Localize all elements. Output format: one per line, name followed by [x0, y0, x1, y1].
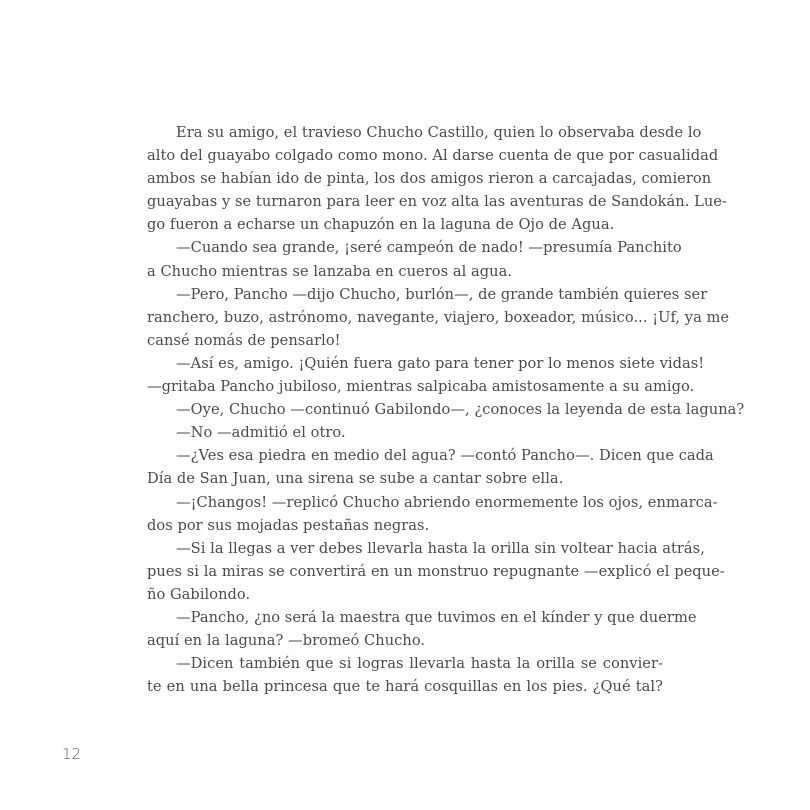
text-line: —Oye, Chucho —continuó Gabilondo—, ¿conoces la leyenda de esta laguna?: [176, 401, 745, 419]
text-line: ño Gabilondo.: [147, 585, 251, 603]
page-number: 12: [62, 745, 82, 763]
text-line: cansé nomás de pensarlo!: [147, 331, 341, 349]
text-line: —Si la llegas a ver debes llevarla hasta la orilla sin voltear hacia atrás,: [176, 539, 705, 557]
text-line: go fueron a echarse un chapuzón en la laguna de Ojo de Agua.: [147, 216, 615, 234]
text-line: —¿Ves esa piedra en medio del agua? —contó Pancho—. Dicen que cada: [176, 447, 714, 465]
text-line: —No —admitió el otro.: [176, 424, 346, 442]
text-line: —Dicen también que si logras llevarla hasta la orilla se convier-: [176, 655, 663, 673]
text-line: te en una bella princesa que te hará cosquillas en los pies. ¿Qué tal?: [147, 678, 663, 696]
text-line: —Así es, amigo. ¡Quién fuera gato para tener por lo menos siete vidas!: [176, 354, 705, 372]
text-line: aquí en la laguna? —bromeó Chucho.: [147, 632, 426, 650]
text-line: a Chucho mientras se lanzaba en cueros al agua.: [147, 262, 513, 280]
text-line: pues si la miras se convertirá en un monstruo repugnante —explicó el peque-: [147, 562, 725, 580]
text-line: Día de San Juan, una sirena se sube a cantar sobre ella.: [147, 470, 564, 488]
text-line: guayabas y se turnaron para leer en voz alta las aventuras de Sandokán. Lue-: [147, 193, 727, 211]
text-line: —¡Changos! —replicó Chucho abriendo enormemente los ojos, enmarca-: [176, 493, 718, 511]
text-line: —Pancho, ¿no será la maestra que tuvimos en el kínder y que duerme: [176, 608, 697, 626]
text-line: ambos se habían ido de pinta, los dos amigos rieron a carcajadas, comieron: [147, 170, 712, 188]
text-line: —gritaba Pancho jubiloso, mientras salpicaba amistosamente a su amigo.: [147, 378, 695, 396]
body-text: [147, 121, 745, 698]
text-line: —Pero, Pancho —dijo Chucho, burlón—, de grande también quieres ser: [176, 285, 708, 303]
text-line: alto del guayabo colgado como mono. Al darse cuenta de que por casualidad: [147, 147, 719, 165]
text-line: ranchero, buzo, astrónomo, navegante, viajero, boxeador, músico... ¡Uf, ya me: [147, 308, 730, 326]
text-line: Era su amigo, el travieso Chucho Castillo, quien lo observaba desde lo: [176, 124, 702, 141]
text-line: —Cuando sea grande, ¡seré campeón de nado! —presumía Panchito: [176, 239, 682, 257]
text-line: dos por sus mojadas pestañas negras.: [147, 516, 430, 534]
